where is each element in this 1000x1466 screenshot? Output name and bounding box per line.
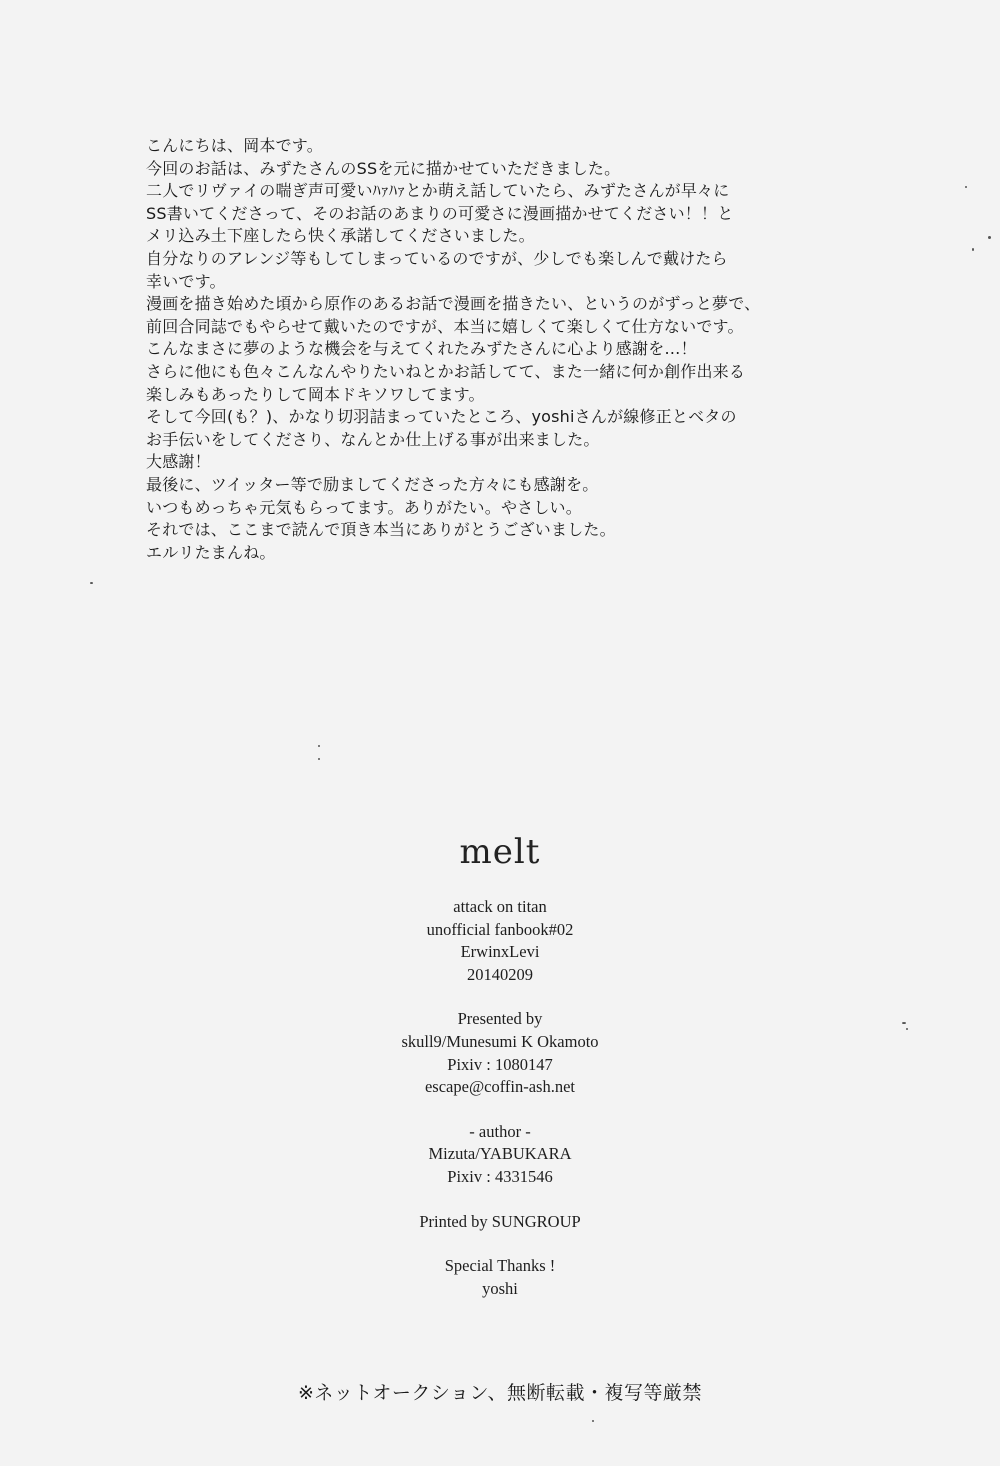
colophon xyxy=(0,896,1000,1300)
afterword-line: メリ込み土下座したら快く承諾してくださいました。 xyxy=(146,226,535,246)
publish-date: 20140209 xyxy=(467,964,533,984)
afterword-line: 楽しみもあったりして岡本ドキソワしてます。 xyxy=(146,384,485,404)
book-title: melt xyxy=(459,832,541,872)
contact-email: escape@coffin-ash.net xyxy=(424,1077,576,1097)
scan-speck xyxy=(906,1028,908,1030)
afterword-line: それでは、ここまで読んで頂き本当にありがとうございました。 xyxy=(146,520,616,540)
afterword-line: 自分なりのアレンジ等もしてしまっているのですが、少しでも楽しんで戴けたら xyxy=(146,248,728,268)
afterword-line: さらに他にも色々こんなんやりたいねとかお話してて、また一緒に何か創作出来る xyxy=(146,361,746,381)
scan-speck xyxy=(972,248,974,251)
afterword-line: そして今回(も？)、かなり切羽詰まっていたところ、yoshiさんが線修正とベタの xyxy=(146,407,737,427)
afterword-line: 今回のお話は、みずたさんのSSを元に描かせていただきました。 xyxy=(146,158,621,178)
afterword-line: 二人でリヴァイの喘ぎ声可愛いﾊｧﾊｧとか萌え話していたら、みずたさんが早々に xyxy=(146,181,730,201)
afterword-line: SS書いてくださって、そのお話のあまりの可愛さに漫画描かせてください！！と xyxy=(146,203,734,223)
afterword-line: こんにちは、岡本です。 xyxy=(146,136,323,155)
special-thanks-label: Special Thanks ! xyxy=(444,1256,556,1276)
afterword-line: 最後に、ツイッター等で励ましてくださった方々にも感謝を。 xyxy=(146,474,599,494)
afterword-line: お手伝いをしてくださり、なんとか仕上げる事が出来ました。 xyxy=(146,429,600,449)
afterword-line: 漫画を描き始めた頃から原作のあるお話で漫画を描きたい、というのがずっと夢で、 xyxy=(146,294,761,314)
scan-speck xyxy=(318,758,320,760)
afterword-line: エルリたまんね。 xyxy=(146,542,276,562)
scan-speck xyxy=(965,186,967,188)
afterword-line: いつもめっちゃ元気もらってます。ありがたい。やさしい。 xyxy=(146,497,582,517)
presented-by-label: Presented by xyxy=(457,1009,543,1029)
scan-speck xyxy=(902,1022,906,1024)
afterword-line: こんなまさに夢のような機会を与えてくれたみずたさんに心より感謝を…！ xyxy=(146,339,697,359)
spacer xyxy=(0,1233,1000,1255)
afterword-line: 前回合同誌でもやらせて戴いたのですが、本当に嬉しくて楽しくて仕方ないです。 xyxy=(146,316,744,336)
afterword-line: 幸いです。 xyxy=(146,271,226,291)
circle-name: skull9/Munesumi K Okamoto xyxy=(401,1031,599,1051)
spacer xyxy=(0,1189,1000,1211)
printer-credit: Printed by SUNGROUP xyxy=(419,1211,581,1231)
pixiv-id-author: Pixiv : 4331546 xyxy=(447,1166,553,1186)
afterword-text xyxy=(146,135,846,564)
pairing: ErwinxLevi xyxy=(460,942,540,962)
scan-speck xyxy=(318,745,320,747)
scan-speck xyxy=(90,582,93,584)
special-thanks-name: yoshi xyxy=(482,1278,518,1298)
scan-speck xyxy=(592,1420,594,1422)
scan-speck xyxy=(988,236,991,239)
copyright-notice: ※ネットオークション、無断転載・複写等厳禁 xyxy=(298,1382,702,1404)
afterword-line: 大感謝！ xyxy=(146,452,211,472)
author-name: Mizuta/YABUKARA xyxy=(428,1144,572,1164)
spacer xyxy=(0,1099,1000,1121)
series-name: attack on titan xyxy=(453,897,547,916)
spacer xyxy=(0,986,1000,1008)
pixiv-id-circle: Pixiv : 1080147 xyxy=(447,1054,553,1074)
fanbook-label: unofficial fanbook#02 xyxy=(426,919,574,939)
author-label: - author - xyxy=(469,1121,531,1141)
